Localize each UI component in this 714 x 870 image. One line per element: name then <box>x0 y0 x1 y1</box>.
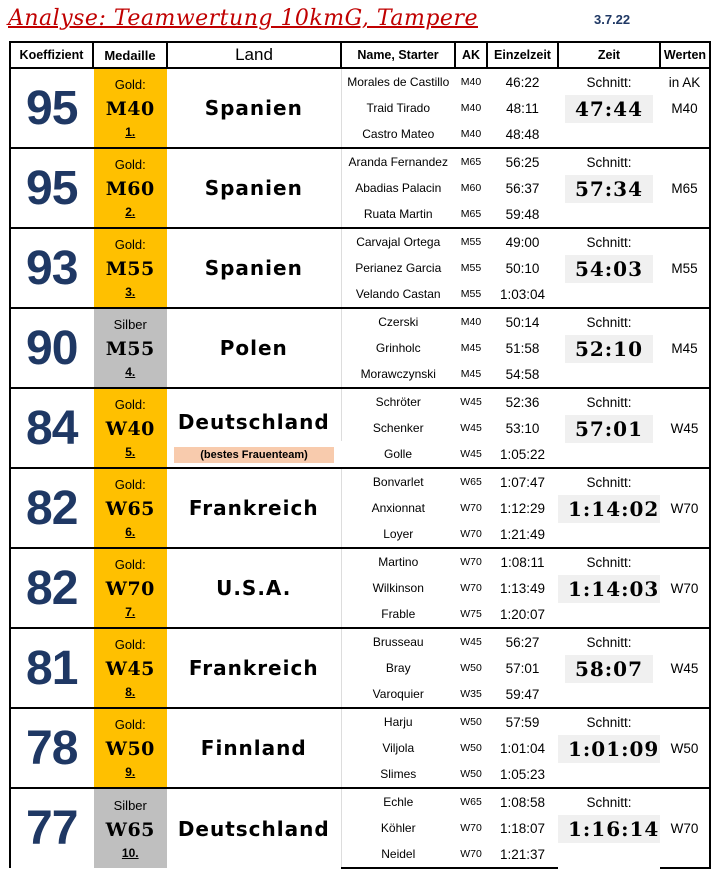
team-average-time: 57:34 <box>565 175 653 203</box>
country-name: Spanien <box>167 148 341 228</box>
runner-age-class: M55 <box>460 262 482 274</box>
date-label: 3.7.22 <box>594 12 631 27</box>
medal-cell <box>93 788 167 868</box>
team-average-time: 1:16:14 <box>558 815 660 843</box>
medal-label: Gold: <box>114 397 146 412</box>
medal-label: Gold: <box>114 557 146 572</box>
team-average-time: 54:03 <box>565 255 653 283</box>
werten-empty <box>660 601 710 628</box>
runner-age-class: M60 <box>460 182 482 194</box>
werten-age-class: W45 <box>660 655 710 681</box>
werten-empty <box>660 681 710 708</box>
country-name: U.S.A. <box>167 548 341 628</box>
medal-cell <box>93 468 167 548</box>
runner-time: 56:27 <box>487 628 558 655</box>
medal-label: Silber <box>113 317 147 332</box>
rank-label: 4. <box>125 365 136 379</box>
werten-age-class: M40 <box>660 95 710 121</box>
werten-top <box>660 388 710 415</box>
runner-time: 48:11 <box>506 100 539 116</box>
koeffizient-value: 93 <box>10 228 93 308</box>
werten-empty <box>660 841 710 868</box>
runner-time: 1:05:23 <box>487 761 558 788</box>
medal-cell <box>93 148 167 228</box>
werten-empty <box>660 281 710 308</box>
runner-age-class: M55 <box>455 281 487 308</box>
medal-label: Gold: <box>114 157 146 172</box>
team-average-time: 52:10 <box>565 335 653 363</box>
country-name: Finnland <box>167 708 341 788</box>
header-zeit: Zeit <box>558 42 660 68</box>
rank-label: 10. <box>121 845 139 860</box>
runner-age-class: M65 <box>455 201 487 228</box>
medal-label: Gold: <box>114 637 146 652</box>
country-name: Frankreich <box>167 468 341 548</box>
average-label: Schnitt: <box>558 628 660 655</box>
team-row <box>10 388 710 415</box>
team-row <box>10 228 710 255</box>
team-age-class: W50 <box>105 738 155 760</box>
runner-name: Harju <box>341 708 455 735</box>
runner-age-class: W45 <box>455 628 487 655</box>
average-label: Schnitt: <box>558 148 660 175</box>
page-title: Analyse: Teamwertung 10kmG, Tampere <box>8 6 478 31</box>
koeffizient-value: 81 <box>10 628 93 708</box>
runner-time: 1:05:22 <box>487 441 558 468</box>
werten-empty <box>660 361 710 388</box>
runner-time: 1:08:58 <box>487 788 558 815</box>
runner-name: Bonvarlet <box>341 468 455 495</box>
team-age-class: W45 <box>105 658 155 680</box>
team-age-class: W65 <box>105 818 155 841</box>
medal-cell <box>93 388 167 468</box>
runner-name: Czerski <box>341 308 455 335</box>
runner-name: Aranda Fernandez <box>341 148 455 175</box>
runner-name: Schröter <box>341 388 455 415</box>
runner-name: Anxionnat <box>371 501 425 515</box>
werten-empty <box>660 441 710 468</box>
runner-time: 59:48 <box>487 201 558 228</box>
werten-age-class: M65 <box>660 175 710 201</box>
runner-time: 48:48 <box>487 121 558 148</box>
country-name: Deutschland <box>167 788 341 868</box>
team-time-cell <box>558 255 660 308</box>
rank-label: 3. <box>125 285 136 299</box>
team-time-cell <box>558 495 660 548</box>
header-medaille: Medaille <box>93 42 167 68</box>
runner-age-class: W50 <box>460 742 482 754</box>
runner-time: 57:59 <box>487 708 558 735</box>
runner-name: Grinholc <box>375 341 421 355</box>
werten-empty <box>660 201 710 228</box>
werten-age-class: M55 <box>660 255 710 281</box>
team-row <box>10 708 710 735</box>
runner-age-class: W70 <box>455 841 487 868</box>
medal-cell <box>93 548 167 628</box>
runner-name: Morales de Castillo <box>341 68 455 95</box>
runner-time: 1:18:07 <box>499 820 546 836</box>
header-einzelzeit: Einzelzeit <box>487 42 558 68</box>
team-row <box>10 148 710 175</box>
runner-name: Viljola <box>382 741 415 755</box>
runner-time: 56:25 <box>487 148 558 175</box>
runner-age-class: W50 <box>460 662 482 674</box>
runner-name: Velando Castan <box>341 281 455 308</box>
runner-time: 50:10 <box>505 260 540 276</box>
rank-label: 6. <box>125 525 136 539</box>
average-label: Schnitt: <box>558 68 660 95</box>
werten-empty <box>660 761 710 788</box>
medal-label: Gold: <box>114 237 146 252</box>
team-row <box>10 628 710 655</box>
average-label: Schnitt: <box>558 228 660 255</box>
runner-time: 53:10 <box>505 420 540 436</box>
team-time-cell <box>558 735 660 788</box>
koeffizient-value: 90 <box>10 308 93 388</box>
team-age-class: M40 <box>105 98 155 120</box>
runner-age-class: W70 <box>460 502 482 514</box>
runner-name: Ruata Martin <box>341 201 455 228</box>
rank-label: 1. <box>125 125 136 139</box>
average-label: Schnitt: <box>558 548 660 575</box>
average-label: Schnitt: <box>558 308 660 335</box>
runner-name: Köhler <box>380 821 416 835</box>
header-koeffizient: Koeffizient <box>10 42 93 68</box>
runner-age-class: W50 <box>455 708 487 735</box>
werten-top <box>660 788 710 815</box>
team-average-time: 1:01:09 <box>558 735 660 763</box>
team-row <box>10 68 710 95</box>
runner-time: 1:21:49 <box>487 521 558 548</box>
team-age-class: W65 <box>105 498 155 520</box>
runner-name: Varoquier <box>341 681 455 708</box>
runner-time: 1:13:49 <box>499 580 546 596</box>
team-average-time: 1:14:03 <box>558 575 660 603</box>
team-time-cell <box>558 415 660 468</box>
runner-time: 54:58 <box>487 361 558 388</box>
runner-age-class: M45 <box>460 342 482 354</box>
runner-name: Perianez Garcia <box>355 261 442 275</box>
average-label: Schnitt: <box>558 788 660 815</box>
runner-age-class: W45 <box>455 441 487 468</box>
team-row <box>10 548 710 575</box>
team-time-cell <box>558 575 660 628</box>
werten-age-class: W70 <box>660 815 710 841</box>
runner-time: 1:21:37 <box>487 841 558 868</box>
werten-age-class: W70 <box>660 575 710 601</box>
best-women-team-note: (bestes Frauenteam) <box>174 447 334 463</box>
runner-age-class: M40 <box>460 102 482 114</box>
header-row <box>10 42 710 68</box>
runner-age-class: W65 <box>455 468 487 495</box>
werten-empty <box>660 121 710 148</box>
medal-cell <box>93 708 167 788</box>
header-name: Name, Starter <box>341 42 455 68</box>
average-label: Schnitt: <box>558 388 660 415</box>
runner-name: Loyer <box>341 521 455 548</box>
country-name: Spanien <box>167 228 341 308</box>
runner-age-class: M40 <box>455 121 487 148</box>
runner-age-class: W45 <box>455 388 487 415</box>
koeffizient-value: 78 <box>10 708 93 788</box>
team-age-class: M55 <box>105 338 155 360</box>
runner-name: Neidel <box>341 841 455 868</box>
runner-time: 57:01 <box>505 660 540 676</box>
koeffizient-value: 84 <box>10 388 93 468</box>
runner-age-class: W50 <box>455 761 487 788</box>
werten-top <box>660 548 710 575</box>
team-time-cell <box>558 95 660 148</box>
runner-age-class: W65 <box>455 788 487 815</box>
rank-label: 9. <box>125 765 136 779</box>
runner-name: Frable <box>341 601 455 628</box>
runner-time: 1:20:07 <box>487 601 558 628</box>
medal-cell <box>93 68 167 148</box>
header-land: Land <box>167 42 341 68</box>
country-name: Deutschland <box>167 388 341 441</box>
note-cell <box>167 441 341 468</box>
runner-name: Slimes <box>341 761 455 788</box>
runner-time: 1:01:04 <box>499 740 546 756</box>
runner-time: 49:00 <box>487 228 558 255</box>
runner-name: Brusseau <box>341 628 455 655</box>
runner-time: 50:14 <box>487 308 558 335</box>
team-time-cell <box>558 175 660 228</box>
medal-label: Gold: <box>114 717 146 732</box>
runner-time: 59:47 <box>487 681 558 708</box>
team-age-class: M55 <box>105 258 155 280</box>
werten-top <box>660 628 710 655</box>
koeffizient-value: 77 <box>10 788 93 868</box>
medal-label: Gold: <box>114 477 146 492</box>
average-label: Schnitt: <box>558 468 660 495</box>
runner-name: Schenker <box>372 421 424 435</box>
runner-age-class: M65 <box>455 148 487 175</box>
runner-age-class: W70 <box>455 521 487 548</box>
runner-time: 56:37 <box>505 180 540 196</box>
medal-label: Gold: <box>114 77 146 92</box>
werten-top <box>660 468 710 495</box>
runner-age-class: M40 <box>455 68 487 95</box>
koeffizient-value: 95 <box>10 68 93 148</box>
team-age-class: M60 <box>105 178 155 200</box>
runner-name: Wilkinson <box>372 581 424 595</box>
werten-age-class: W50 <box>660 735 710 761</box>
team-row <box>10 468 710 495</box>
werten-age-class: W70 <box>660 495 710 521</box>
runner-time: 1:08:11 <box>487 548 558 575</box>
runner-name: Traid Tirado <box>366 101 431 115</box>
koeffizient-value: 95 <box>10 148 93 228</box>
koeffizient-value: 82 <box>10 468 93 548</box>
runner-age-class: M45 <box>455 361 487 388</box>
werten-top: in AK <box>660 68 710 95</box>
team-row <box>10 308 710 335</box>
country-name: Polen <box>167 308 341 388</box>
werten-empty <box>660 521 710 548</box>
runner-time: 1:07:47 <box>487 468 558 495</box>
runner-age-class: W35 <box>455 681 487 708</box>
runner-age-class: M40 <box>455 308 487 335</box>
team-time-cell <box>558 655 660 708</box>
country-name: Spanien <box>167 68 341 148</box>
medal-cell <box>93 228 167 308</box>
runner-name: Martino <box>341 548 455 575</box>
runner-name: Bray <box>385 661 411 675</box>
runner-time: 1:03:04 <box>487 281 558 308</box>
rank-label: 2. <box>125 205 136 219</box>
runner-age-class: W70 <box>460 582 482 594</box>
runner-age-class: M55 <box>455 228 487 255</box>
team-average-time: 58:07 <box>565 655 653 683</box>
team-row <box>10 788 710 815</box>
team-average-time: 57:01 <box>565 415 653 443</box>
werten-age-class: W45 <box>660 415 710 441</box>
country-name: Frankreich <box>167 628 341 708</box>
runner-time: 46:22 <box>487 68 558 95</box>
koeffizient-value: 82 <box>10 548 93 628</box>
werten-top <box>660 228 710 255</box>
medal-label: Silber <box>113 797 147 813</box>
team-age-class: W40 <box>105 418 155 440</box>
runner-name: Echle <box>341 788 455 815</box>
rank-label: 8. <box>125 685 136 699</box>
team-average-time: 1:14:02 <box>558 495 660 523</box>
runner-name: Carvajal Ortega <box>341 228 455 255</box>
team-age-class: W70 <box>105 578 155 600</box>
runner-age-class: W45 <box>460 422 482 434</box>
runner-time: 1:12:29 <box>499 500 546 516</box>
runner-time: 51:58 <box>505 340 540 356</box>
team-time-cell <box>558 815 660 868</box>
runner-name: Castro Mateo <box>341 121 455 148</box>
team-time-cell <box>558 335 660 388</box>
runner-name: Golle <box>341 441 455 468</box>
runner-name: Abadias Palacin <box>355 181 442 195</box>
werten-top <box>660 148 710 175</box>
header-ak: AK <box>455 42 487 68</box>
werten-age-class: M45 <box>660 335 710 361</box>
medal-cell <box>93 628 167 708</box>
werten-top <box>660 308 710 335</box>
medal-cell <box>93 308 167 388</box>
rank-label: 5. <box>125 445 136 459</box>
runner-name: Morawczynski <box>341 361 455 388</box>
runner-age-class: W75 <box>455 601 487 628</box>
werten-top <box>660 708 710 735</box>
runner-age-class: W70 <box>455 548 487 575</box>
average-label: Schnitt: <box>558 708 660 735</box>
rank-label: 7. <box>125 605 136 619</box>
header-werten: Werten <box>660 42 710 68</box>
runner-age-class: W70 <box>460 822 482 834</box>
team-average-time: 47:44 <box>565 95 653 123</box>
results-table <box>9 41 711 869</box>
runner-time: 52:36 <box>487 388 558 415</box>
